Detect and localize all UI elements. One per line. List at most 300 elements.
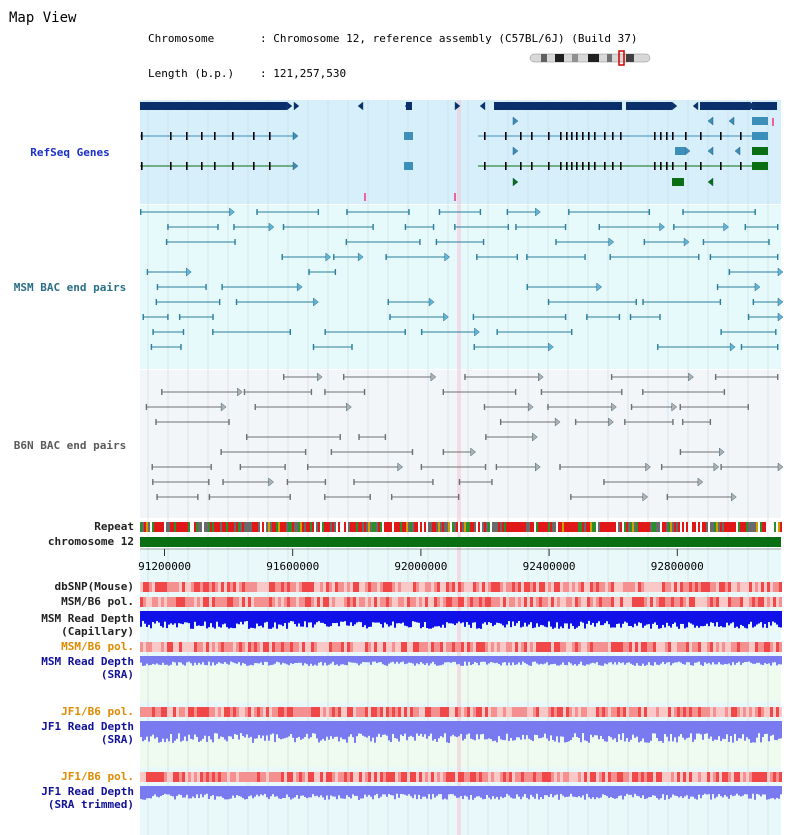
depth-bin (358, 656, 360, 665)
depth-bin (514, 656, 516, 665)
repeat-element (548, 522, 550, 532)
depth-bin (258, 656, 260, 663)
pol-bin (410, 597, 413, 607)
depth-bin (352, 721, 354, 737)
depth-bin (454, 656, 456, 662)
pol-bin (776, 642, 779, 652)
pol-bin (536, 597, 539, 607)
depth-bin (530, 721, 532, 740)
pol-bin (194, 642, 197, 652)
depth-bin (398, 611, 400, 623)
pol-bin (278, 597, 281, 607)
pol-bin (671, 597, 674, 607)
depth-bin (350, 611, 352, 622)
pol-bin (719, 582, 722, 592)
depth-bin (660, 656, 662, 664)
pol-bin (359, 582, 362, 592)
axis-tick-label: 91600000 (266, 560, 320, 573)
pol-bin (218, 772, 221, 782)
repeat-element (218, 522, 220, 532)
depth-bin (190, 656, 192, 663)
pol-bin (512, 707, 515, 717)
pol-bin (371, 642, 374, 652)
depth-bin (220, 611, 222, 628)
depth-bin (336, 656, 338, 664)
pol-bin (242, 582, 245, 592)
depth-bin (230, 721, 232, 737)
pol-bin (506, 642, 509, 652)
pol-bin (383, 582, 386, 592)
depth-bin (536, 656, 538, 663)
pol-bin (146, 772, 149, 782)
repeat-track[interactable] (140, 522, 782, 532)
depth-bin (412, 786, 414, 798)
pol-bin (617, 772, 620, 782)
pol-bin (296, 772, 299, 782)
pol-bin (344, 772, 347, 782)
depth-bin (492, 721, 494, 741)
pol-bin (284, 582, 287, 592)
repeat-element (438, 522, 440, 532)
repeat-element (406, 522, 408, 532)
repeat-element (650, 522, 652, 532)
pol-bin (632, 772, 635, 782)
depth-bin (260, 721, 262, 738)
depth-bin (186, 611, 188, 623)
pol-bin (275, 582, 278, 592)
repeat-element (208, 522, 210, 532)
pol-bin (314, 582, 317, 592)
gene-exon (269, 132, 271, 140)
pol-bin (641, 772, 644, 782)
repeat-element (394, 522, 396, 532)
bac-end (351, 344, 352, 350)
depth-bin (386, 721, 388, 736)
depth-bin (192, 786, 194, 797)
depth-bin (516, 611, 518, 623)
pol-bin (647, 582, 650, 592)
repeat-element (546, 522, 548, 532)
depth-bin (354, 721, 356, 743)
depth-bin (628, 721, 630, 742)
pol-bin (392, 707, 395, 717)
depth-bin (484, 786, 486, 799)
depth-bin (416, 656, 418, 663)
bac-end (619, 314, 620, 320)
pol-bin (218, 582, 221, 592)
pol-bin (656, 582, 659, 592)
pol-bin (362, 597, 365, 607)
depth-bin (348, 786, 350, 797)
bac-end (565, 224, 566, 230)
repeat-element (274, 522, 276, 532)
repeat-element (698, 522, 700, 532)
repeat-element (592, 522, 594, 532)
pol-bin (182, 642, 185, 652)
repeat-element (374, 522, 376, 532)
depth-bin (406, 786, 408, 796)
depth-bin (460, 656, 462, 666)
repeat-element (770, 522, 772, 532)
depth-bin (374, 786, 376, 795)
pol-bin (524, 597, 527, 607)
depth-bin (348, 611, 350, 626)
depth-bin (534, 721, 536, 735)
repeat-element (310, 522, 312, 532)
pol-bin (734, 707, 737, 717)
depth-bin (210, 721, 212, 739)
gene-exon (548, 162, 550, 170)
depth-bin (264, 656, 266, 662)
bac-end (636, 299, 637, 305)
depth-bin (536, 786, 538, 794)
depth-bin (364, 611, 366, 625)
depth-bin (696, 721, 698, 734)
depth-bin (768, 611, 770, 622)
depth-bin (176, 611, 178, 627)
axis-tick-label: 92400000 (522, 560, 576, 573)
gene-exon (700, 132, 702, 140)
depth-bin (666, 656, 668, 663)
gene-exon (484, 132, 486, 140)
pol-bin (665, 772, 668, 782)
repeat-element (332, 522, 334, 532)
depth-bin (678, 611, 680, 629)
pol-bin (491, 642, 494, 652)
pol-bin (485, 707, 488, 717)
repeat-element (622, 522, 624, 532)
depth-bin (690, 611, 692, 623)
track-label-chromosome[interactable]: chromosome 12 (47, 535, 134, 548)
pol-bin (509, 642, 512, 652)
pol-bin (695, 707, 698, 717)
pol-bin (491, 707, 494, 717)
pol-bin (482, 582, 485, 592)
pol-bin (233, 707, 236, 717)
depth-bin (302, 721, 304, 739)
depth-bin (262, 611, 264, 627)
depth-bin (568, 611, 570, 629)
depth-bin (490, 786, 492, 799)
depth-bin (706, 656, 708, 664)
repeat-element (420, 522, 422, 532)
pol-bin (572, 582, 575, 592)
depth-bin (494, 656, 496, 663)
pol-bin (614, 707, 617, 717)
depth-bin (758, 721, 760, 733)
repeat-element (312, 522, 314, 532)
depth-bin (204, 656, 206, 665)
pol-bin (191, 772, 194, 782)
depth-bin (550, 611, 552, 627)
pol-bin (344, 642, 347, 652)
pol-bin (149, 772, 152, 782)
pol-bin (299, 582, 302, 592)
depth-bin (456, 721, 458, 737)
pol-bin (215, 582, 218, 592)
depth-bin (446, 656, 448, 662)
pol-bin (227, 772, 230, 782)
pol-bin (680, 707, 683, 717)
gene-exon (654, 162, 656, 170)
pol-bin (479, 582, 482, 592)
track-label-repeat[interactable]: Repeat (94, 520, 134, 533)
pol-bin (260, 707, 263, 717)
repeat-element (708, 522, 710, 532)
repeat-element (272, 522, 274, 532)
pol-bin (524, 582, 527, 592)
pol-bin (503, 597, 506, 607)
gene-exon (576, 162, 578, 170)
depth-bin (574, 786, 576, 797)
pol-bin (500, 772, 503, 782)
depth-bin (402, 721, 404, 736)
repeat-element (516, 522, 518, 532)
repeat-element (678, 522, 680, 532)
bac-end (571, 329, 572, 335)
depth-bin (550, 786, 552, 794)
repeat-element (174, 522, 176, 532)
pol-bin (197, 582, 200, 592)
pol-bin (458, 597, 461, 607)
depth-bin (394, 721, 396, 738)
pol-bin (728, 642, 731, 652)
depth-bin (560, 721, 562, 736)
depth-bin (212, 656, 214, 662)
pol-bin (179, 707, 182, 717)
pol-bin (515, 772, 518, 782)
pol-bin (695, 582, 698, 592)
depth-bin (318, 611, 320, 621)
depth-bin (532, 721, 534, 741)
repeat-element (714, 522, 716, 532)
repeat-element (318, 522, 320, 532)
track-label-dbsnp[interactable]: dbSNP(Mouse) (54, 580, 134, 593)
depth-bin (300, 611, 302, 627)
pol-bin (380, 582, 383, 592)
pol-bin (212, 642, 215, 652)
pol-bin (383, 707, 386, 717)
depth-bin (240, 786, 242, 797)
pol-bin (362, 772, 365, 782)
pol-bin (389, 642, 392, 652)
depth-bin (332, 611, 334, 623)
depth-bin (504, 721, 506, 740)
depth-bin (312, 611, 314, 628)
depth-bin (168, 721, 170, 741)
label-line: (Capillary) (61, 624, 134, 638)
gene-bar (494, 102, 622, 110)
pol-bin (680, 642, 683, 652)
pol-bin (545, 707, 548, 717)
pol-bin (167, 597, 170, 607)
repeat-element (240, 522, 242, 532)
depth-bin (728, 611, 730, 625)
pol-bin (452, 597, 455, 607)
pol-bin (194, 597, 197, 607)
pol-bin (761, 582, 764, 592)
pol-bin (764, 642, 767, 652)
pol-bin (638, 582, 641, 592)
depth-bin (278, 611, 280, 624)
depth-bin (468, 721, 470, 734)
pol-bin (320, 582, 323, 592)
track-label-jf1-b6-pol-2[interactable]: JF1/B6 pol. (61, 770, 134, 783)
pol-bin (461, 642, 464, 652)
depth-bin (312, 786, 314, 794)
depth-bin (718, 611, 720, 627)
depth-bin (708, 611, 710, 626)
depth-bin (546, 721, 548, 738)
gene-exon (571, 162, 573, 170)
depth-bin (246, 721, 248, 734)
depth-bin (150, 611, 152, 628)
depth-bin (386, 656, 388, 666)
depth-bin (716, 721, 718, 740)
pol-bin (455, 772, 458, 782)
depth-bin (484, 611, 486, 622)
track-label-jf1-b6-pol[interactable]: JF1/B6 pol. (61, 705, 134, 718)
repeat-element (430, 522, 432, 532)
repeat-element (338, 522, 340, 532)
depth-bin (192, 656, 194, 666)
depth-bin (382, 721, 384, 735)
pol-bin (473, 597, 476, 607)
pol-bin (419, 707, 422, 717)
pol-bin (704, 772, 707, 782)
depth-bin (416, 786, 418, 799)
pol-bin (578, 582, 581, 592)
depth-bin (420, 611, 422, 628)
pol-bin (449, 707, 452, 717)
gene-exon (604, 132, 606, 140)
repeat-element (370, 522, 372, 532)
pol-bin (731, 772, 734, 782)
pol-bin (626, 642, 629, 652)
pol-bin (521, 582, 524, 592)
pol-bin (539, 707, 542, 717)
track-label-msm-b6-pol[interactable]: MSM/B6 pol. (61, 595, 134, 608)
depth-bin (656, 656, 658, 665)
depth-bin (242, 786, 244, 798)
pol-bin (176, 597, 179, 607)
highlight-marker (364, 193, 366, 201)
depth-bin (190, 721, 192, 739)
bac-end (547, 404, 548, 410)
pol-bin (698, 772, 701, 782)
depth-bin (422, 656, 424, 664)
pol-bin (398, 707, 401, 717)
repeat-element (454, 522, 456, 532)
depth-bin (400, 611, 402, 624)
depth-bin (156, 656, 158, 663)
repeat-element (764, 522, 766, 532)
track-label-b6n-bac[interactable]: B6N BAC end pairs (13, 439, 127, 452)
pol-bin (338, 707, 341, 717)
depth-bin (668, 656, 670, 662)
depth-bin (622, 656, 624, 662)
repeat-element (608, 522, 610, 532)
chromosome-ideogram[interactable] (530, 51, 650, 65)
pol-bin (263, 707, 266, 717)
pol-bin (338, 772, 341, 782)
depth-bin (152, 721, 154, 735)
depth-bin (558, 656, 560, 666)
pol-bin (431, 642, 434, 652)
depth-bin (516, 656, 518, 664)
depth-bin (530, 611, 532, 622)
depth-bin (518, 721, 520, 737)
depth-bin (648, 786, 650, 797)
gene-exon (588, 132, 590, 140)
depth-bin (174, 721, 176, 741)
pol-bin (704, 642, 707, 652)
repeat-element (458, 522, 460, 532)
track-label-msm-bac[interactable]: MSM BAC end pairs (13, 281, 127, 294)
depth-bin (372, 611, 374, 622)
bac-end (208, 479, 209, 485)
depth-bin (264, 721, 266, 741)
pol-bin (527, 597, 530, 607)
depth-bin (502, 611, 504, 625)
pol-bin (659, 707, 662, 717)
bac-end (283, 224, 284, 230)
pol-bin (368, 597, 371, 607)
repeat-element (232, 522, 234, 532)
depth-bin (330, 656, 332, 664)
repeat-element (528, 522, 530, 532)
pol-bin (605, 597, 608, 607)
depth-bin (476, 786, 478, 796)
depth-bin (390, 721, 392, 742)
gene-exon (685, 132, 687, 140)
pol-bin (569, 707, 572, 717)
track-label-msm-b6-pol-2[interactable]: MSM/B6 pol. (61, 640, 134, 653)
pol-bin (713, 707, 716, 717)
repeat-element (376, 522, 378, 532)
depth-bin (368, 611, 370, 627)
track-label-refseq-genes[interactable]: RefSeq Genes (30, 146, 110, 159)
pol-bin (173, 597, 176, 607)
depth-bin (630, 656, 632, 664)
depth-bin (450, 656, 452, 663)
pol-bin (755, 707, 758, 717)
repeat-element (584, 522, 586, 532)
depth-bin (618, 721, 620, 734)
repeat-element (156, 522, 158, 532)
chromosome-bar[interactable] (140, 537, 781, 547)
depth-bin (534, 611, 536, 628)
depth-bin (414, 786, 416, 795)
pol-bin (425, 582, 428, 592)
depth-bin (634, 656, 636, 666)
depth-bin (552, 656, 554, 664)
pol-bin (620, 597, 623, 607)
depth-bin (576, 786, 578, 797)
pol-bin (539, 772, 542, 782)
depth-bin (688, 721, 690, 738)
depth-bin (360, 786, 362, 798)
pol-bin (167, 642, 170, 652)
gene-bar (406, 102, 412, 110)
repeat-element (162, 522, 164, 532)
pol-bin (683, 707, 686, 717)
depth-bin (192, 721, 194, 740)
pol-bin (356, 582, 359, 592)
depth-bin (516, 786, 518, 794)
depth-bin (500, 656, 502, 665)
bac-end (575, 419, 576, 425)
